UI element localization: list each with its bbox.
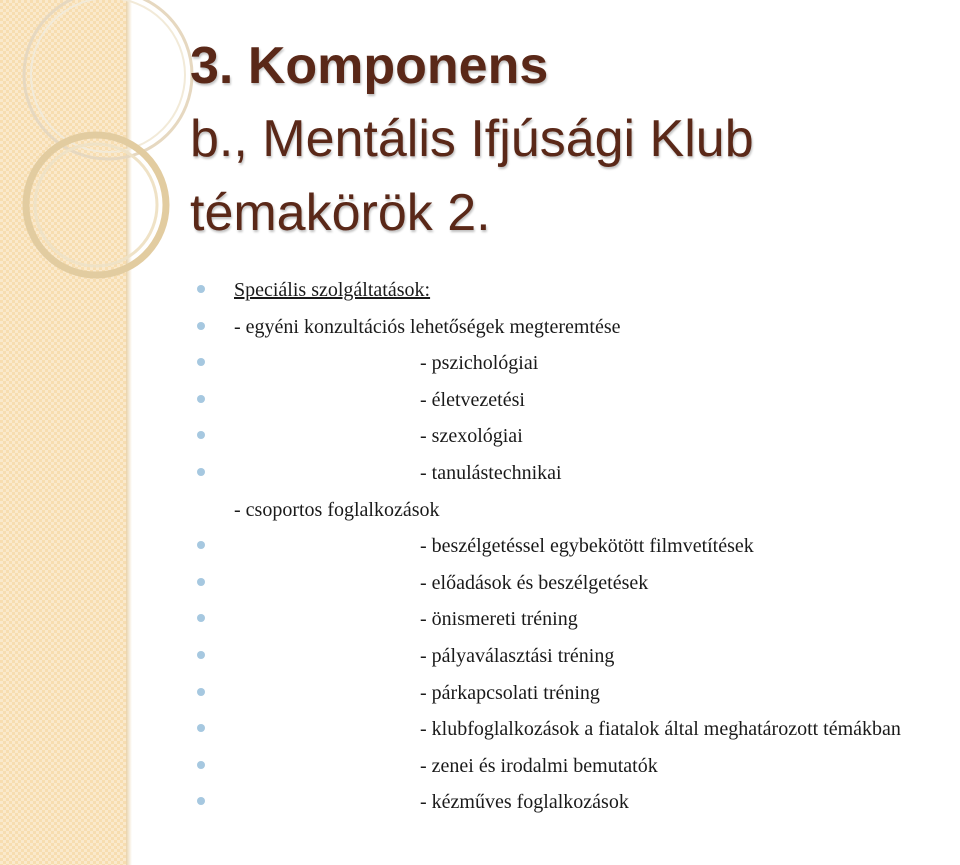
title-subheading: b., Mentális Ifjúsági Klub: [190, 110, 754, 168]
bullet-icon: [197, 431, 205, 439]
list-item-text: - klubfoglalkozások a fiatalok által meghatározott témákban: [420, 718, 901, 741]
bullet-icon: [197, 468, 205, 476]
ring-large-inner: [31, 0, 185, 152]
title-heading: 3. Komponens: [190, 37, 549, 95]
list-item-text: - tanulástechnikai: [420, 461, 562, 484]
content-list: [0, 272, 960, 821]
list-item: [0, 418, 960, 455]
list-item-text: - csoportos foglalkozások: [234, 498, 440, 521]
list-item-text: - szexológiai: [420, 425, 523, 448]
ring-small-outer: [26, 135, 166, 275]
bullet-icon: [197, 395, 205, 403]
list-item: [0, 345, 960, 382]
list-item: [0, 748, 960, 785]
bullet-icon: [197, 541, 205, 549]
bullet-icon: [197, 651, 205, 659]
list-item-text: Speciális szolgáltatások:: [234, 279, 431, 301]
list-item: [0, 272, 960, 309]
title-subheading-2: témakörök 2.: [190, 184, 491, 242]
bullet-icon: [197, 358, 205, 366]
list-item: [0, 528, 960, 565]
list-item: [0, 382, 960, 419]
list-item-text: - pszichológiai: [420, 352, 539, 375]
list-item-text: - kézműves foglalkozások: [420, 791, 629, 814]
list-item: [0, 309, 960, 346]
list-item-text: - életvezetési: [420, 388, 525, 411]
bullet-icon: [197, 761, 205, 769]
slide-title: [190, 30, 950, 250]
bullet-icon: [197, 724, 205, 732]
list-item: [0, 638, 960, 675]
bullet-icon: [197, 322, 205, 330]
list-item: [0, 711, 960, 748]
bullet-icon: [197, 688, 205, 696]
list-item-text: - pályaválasztási tréning: [420, 644, 615, 667]
bullet-icon: [197, 578, 205, 586]
list-item: [0, 675, 960, 712]
list-item: [0, 565, 960, 602]
bullet-icon: [197, 285, 205, 293]
bullet-icon: [197, 614, 205, 622]
list-item-text: - előadások és beszélgetések: [420, 571, 649, 594]
list-item-text: - zenei és irodalmi bemutatók: [420, 754, 658, 777]
list-item: [0, 455, 960, 492]
list-item: [0, 601, 960, 638]
list-item: [0, 492, 960, 529]
bullet-icon: [197, 797, 205, 805]
list-item-text: - önismereti tréning: [420, 608, 578, 631]
list-item-text: - egyéni konzultációs lehetőségek megteremtése: [234, 315, 621, 338]
list-item-text: - beszélgetéssel egybekötött filmvetítések: [420, 535, 754, 558]
list-item-text: - párkapcsolati tréning: [420, 681, 600, 704]
ring-small-inner: [35, 144, 157, 266]
list-item: [0, 784, 960, 821]
